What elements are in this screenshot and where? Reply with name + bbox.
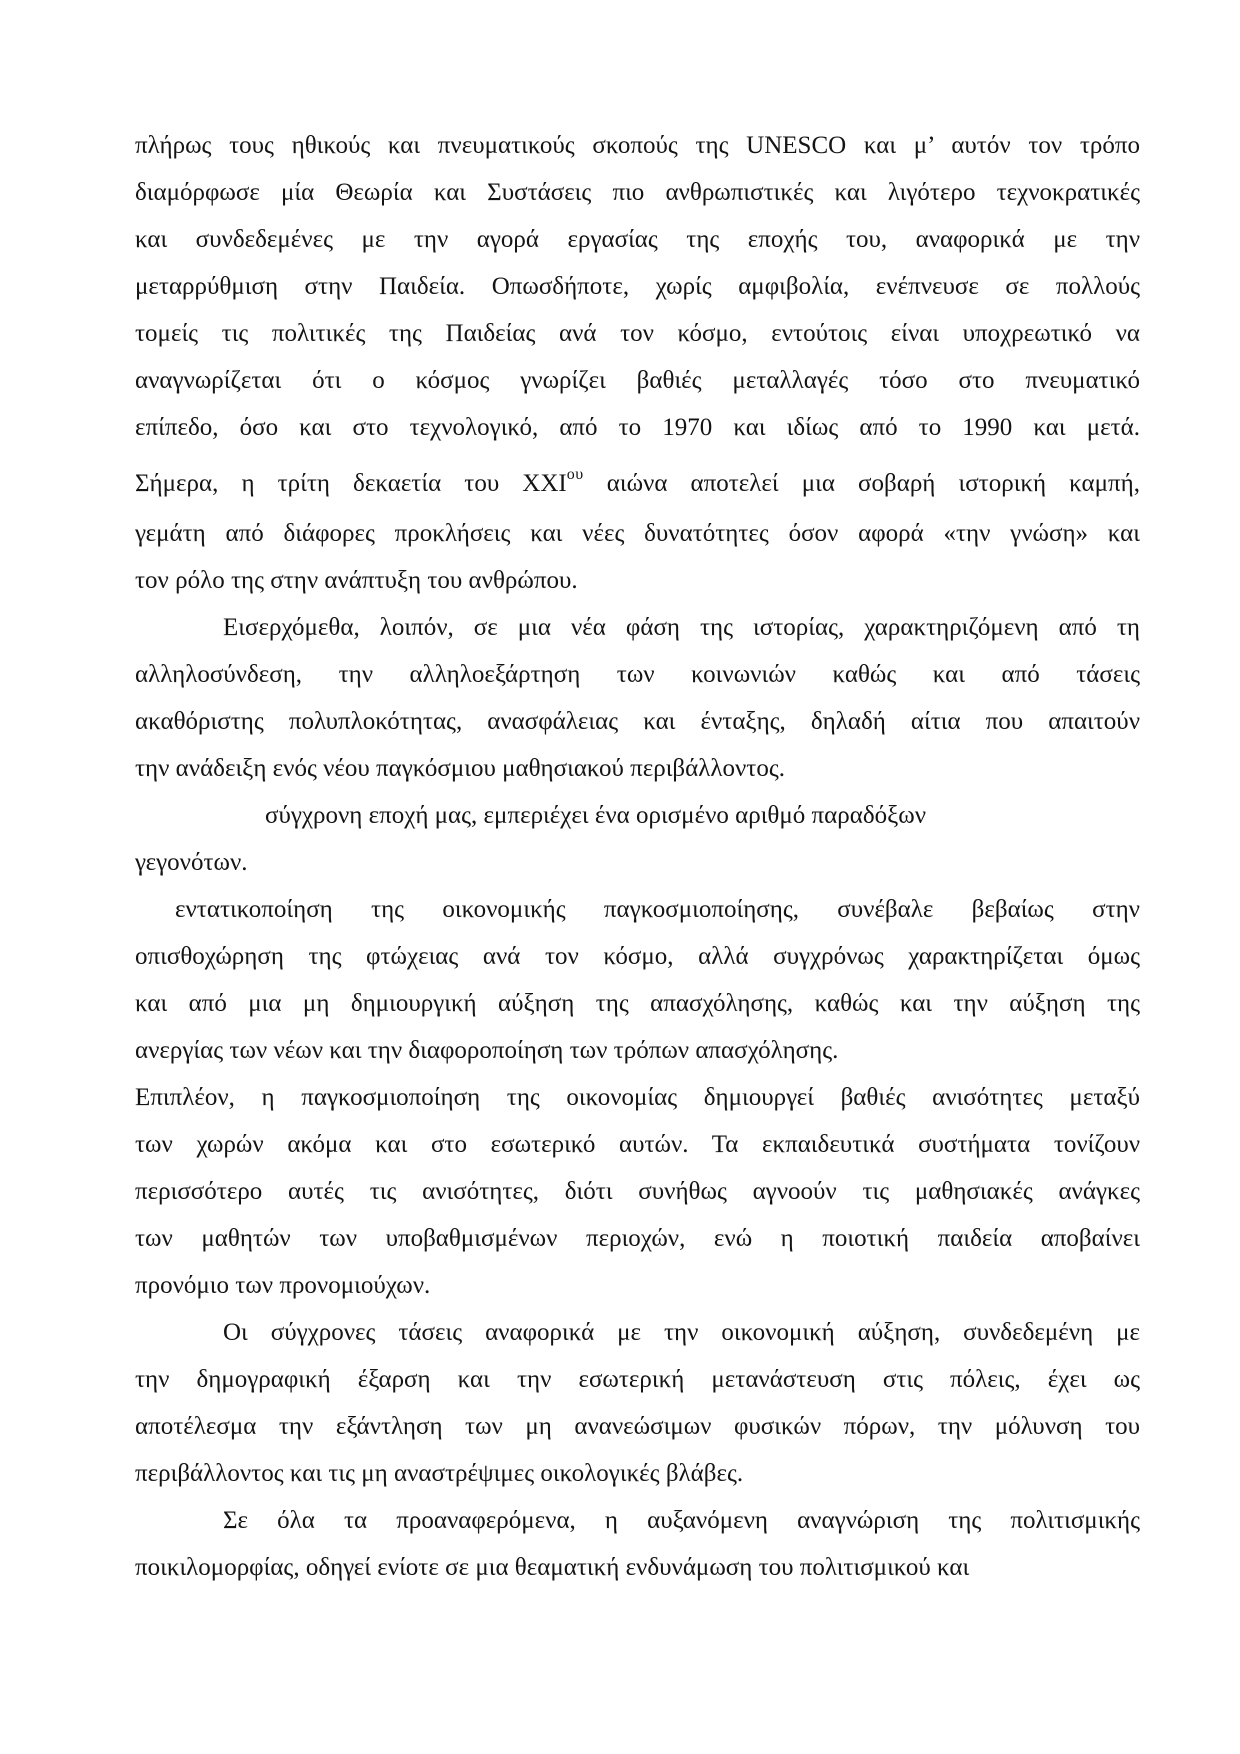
text-line: σύγχρονη εποχή μας, εμπεριέχει ένα ορισμένο αριθμό παραδόξων	[265, 802, 927, 829]
text-line: των μαθητών των υποβαθμισμένων περιοχών, ενώ η ποιοτική παιδεία αποβαίνει	[135, 1225, 1140, 1252]
text-line: τον ρόλο της στην ανάπτυξη του ανθρώπου.	[135, 567, 578, 594]
text-line: οπισθοχώρηση της φτώχειας ανά τον κόσμο, αλλά συγχρόνως χαρακτηρίζεται όμως	[135, 943, 1140, 970]
text-line: γεγονότων.	[135, 849, 248, 876]
text-line: και από μια μη δημιουργική αύξηση της απασχόλησης, καθώς και την αύξηση της	[135, 990, 1140, 1017]
text-line: προνόμιο των προνομιούχων.	[135, 1272, 431, 1299]
text-line: αποτέλεσμα την εξάντληση των μη ανανεώσιμων φυσικών πόρων, την μόλυνση του	[135, 1413, 1140, 1440]
superscript-text: ου	[566, 466, 584, 483]
text-line: πλήρως τους ηθικούς και πνευματικούς σκοπούς της UNESCO και μ’ αυτόν τον τρόπο	[135, 132, 1140, 159]
text-line: εντατικοποίηση της οικονομικής παγκοσμιοποίησης, συνέβαλε βεβαίως στην	[175, 896, 1140, 923]
text-line: ακαθόριστης πολυπλοκότητας, ανασφάλειας και ένταξης, δηλαδή αίτια που απαιτούν	[135, 708, 1140, 735]
text-segment: αιώνα αποτελεί μια σοβαρή ιστορική καμπή,	[583, 470, 1141, 497]
text-line: επίπεδο, όσο και στο τεχνολογικό, από το 1970 και ιδίως από το 1990 και μετά.	[135, 414, 1140, 441]
text-line: την ανάδειξη ενός νέου παγκόσμιου μαθησιακού περιβάλλοντος.	[135, 755, 785, 782]
text-line: γεμάτη από διάφορες προκλήσεις και νέες δυνατότητες όσον αφορά «την γνώση» και	[135, 520, 1140, 547]
text-line: των χωρών ακόμα και στο εσωτερικό αυτών. Τα εκπαιδευτικά συστήματα τονίζουν	[135, 1131, 1140, 1158]
text-line: αναγνωρίζεται ότι ο κόσμος γνωρίζει βαθιές μεταλλαγές τόσο στο πνευματικό	[135, 367, 1140, 394]
text-line: Σε όλα τα προαναφερόμενα, η αυξανόμενη αναγνώριση της πολιτισμικής	[223, 1507, 1140, 1534]
text-line-with-superscript	[135, 460, 1140, 510]
text-line: περιβάλλοντος και τις μη αναστρέψιμες οικολογικές βλάβες.	[135, 1460, 744, 1487]
text-line: και συνδεδεμένες με την αγορά εργασίας της εποχής του, αναφορικά με την	[135, 226, 1140, 253]
text-block	[135, 122, 1140, 1591]
text-line: μεταρρύθμιση στην Παιδεία. Οπωσδήποτε, χωρίς αμφιβολία, ενέπνευσε σε πολλούς	[135, 273, 1140, 300]
text-line: Επιπλέον, η παγκοσμιοποίηση της οικονομίας δημιουργεί βαθιές ανισότητες μεταξύ	[135, 1084, 1140, 1111]
text-line: περισσότερο αυτές τις ανισότητες, διότι συνήθως αγνοούν τις μαθησιακές ανάγκες	[135, 1178, 1140, 1205]
text-line: αλληλοσύνδεση, την αλληλοεξάρτηση των κοινωνιών καθώς και από τάσεις	[135, 661, 1140, 688]
text-line: ανεργίας των νέων και την διαφοροποίηση των τρόπων απασχόλησης.	[135, 1037, 839, 1064]
text-line: ποικιλομορφίας, οδηγεί ενίοτε σε μια θεαματική ενδυνάμωση του πολιτισμικού και	[135, 1554, 970, 1581]
text-line: διαμόρφωσε μία Θεωρία και Συστάσεις πιο ανθρωπιστικές και λιγότερο τεχνοκρατικές	[135, 179, 1140, 206]
text-line: Οι σύγχρονες τάσεις αναφορικά με την οικονομική αύξηση, συνδεδεμένη με	[223, 1319, 1140, 1346]
text-line: Εισερχόμεθα, λοιπόν, σε μια νέα φάση της ιστορίας, χαρακτηριζόμενη από τη	[223, 614, 1140, 641]
text-line: τομείς τις πολιτικές της Παιδείας ανά τον κόσμο, εντούτοις είναι υποχρεωτικό να	[135, 320, 1140, 347]
text-segment: Σήμερα, η τρίτη δεκαετία του XXI	[135, 470, 567, 497]
text-line: την δημογραφική έξαρση και την εσωτερική μετανάστευση στις πόλεις, έχει ως	[135, 1366, 1140, 1393]
